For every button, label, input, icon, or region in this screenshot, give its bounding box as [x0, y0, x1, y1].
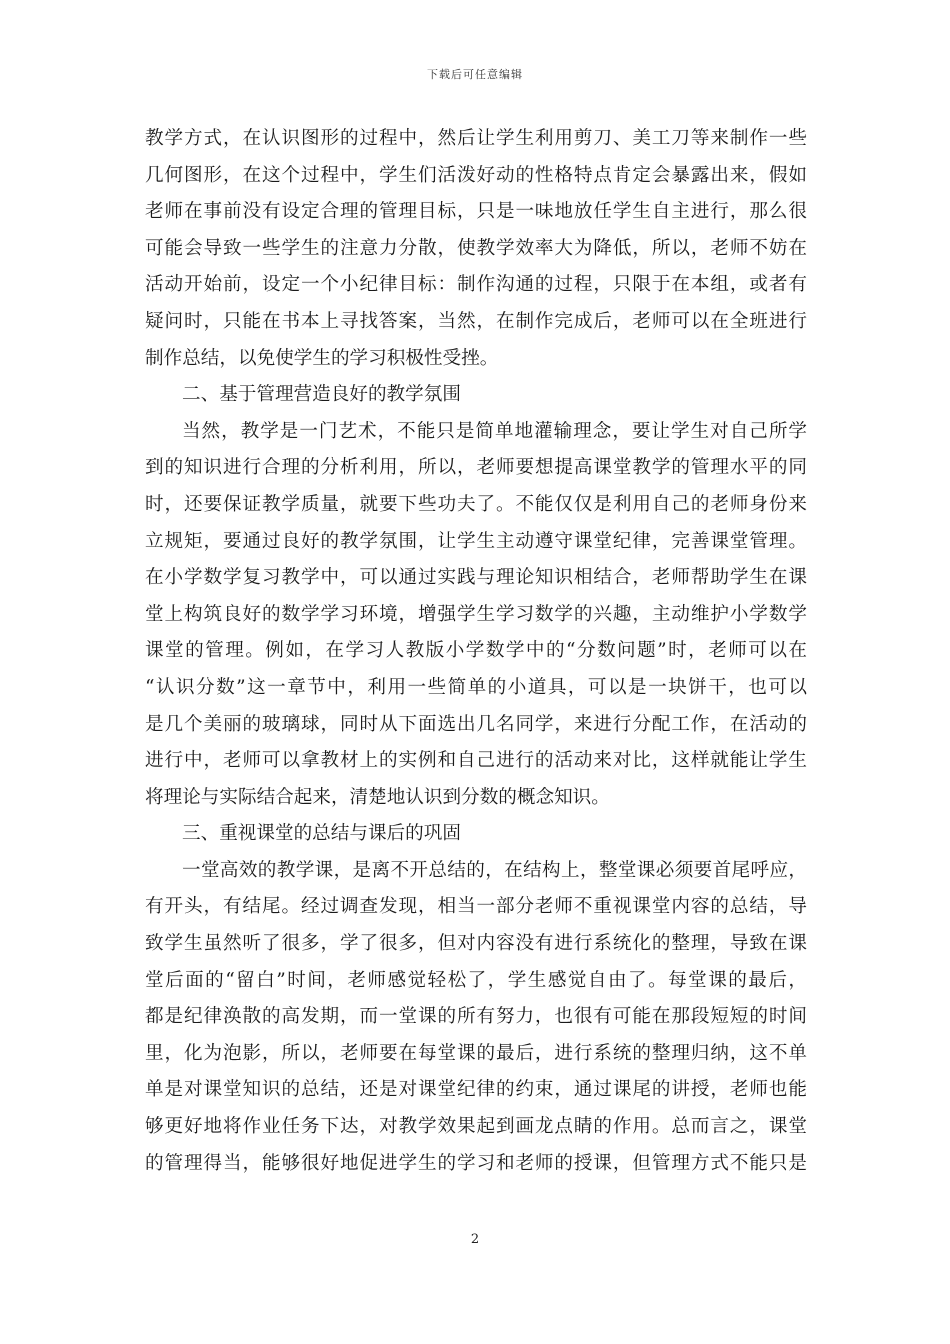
paragraph-line: 致学生虽然听了很多，学了很多，但对内容没有进行系统化的整理，导致在课: [145, 933, 807, 955]
page-header: 下载后可任意编辑: [427, 68, 523, 81]
paragraph-line: 堂后面的“留白”时间，老师感觉轻松了，学生感觉自由了。每堂课的最后，: [145, 969, 807, 991]
paragraph-line: 将理论与实际结合起来，清楚地认识到分数的概念知识。: [145, 786, 610, 808]
paragraph-line: 进行中，老师可以拿教材上的实例和自己进行的活动来对比，这样就能让学生: [145, 750, 807, 772]
paragraph-line: 到的知识进行合理的分析利用，所以，老师要想提高课堂教学的管理水平的同: [145, 457, 807, 479]
paragraph-line: 活动开始前，设定一个小纪律目标：制作沟通的过程，只限于在本组，或者有: [145, 274, 807, 296]
paragraph-line: “认识分数”这一章节中，利用一些简单的小道具，可以是一块饼干，也可以: [145, 676, 807, 698]
paragraph-line: 够更好地将作业任务下达，对教学效果起到画龙点睛的作用。总而言之，课堂: [145, 1116, 807, 1138]
section-heading: 二、基于管理营造良好的教学氛围: [182, 384, 461, 406]
paragraph-line: 可能会导致一些学生的注意力分散，使教学效率大为降低，所以，老师不妨在: [145, 237, 807, 259]
section-heading: 三、重视课堂的总结与课后的巩固: [182, 823, 461, 845]
paragraph-line: 制作总结，以免使学生的学习积极性受挫。: [145, 347, 499, 369]
paragraph-line: 的管理得当，能够很好地促进学生的学习和老师的授课，但管理方式不能只是: [145, 1152, 807, 1174]
paragraph-line: 当然，教学是一门艺术，不能只是简单地灌输理念，要让学生对自己所学: [182, 420, 807, 442]
paragraph-line: 堂上构筑良好的数学学习环境，增强学生学习数学的兴趣，主动维护小学数学: [145, 603, 807, 625]
paragraph-line: 几何图形，在这个过程中，学生们活泼好动的性格特点肯定会暴露出来，假如: [145, 164, 807, 186]
paragraph-line: 单是对课堂知识的总结，还是对课堂纪律的约束，通过课尾的讲授，老师也能: [145, 1079, 807, 1101]
paragraph-line: 时，还要保证教学质量，就要下些功夫了。不能仅仅是利用自己的老师身份来: [145, 493, 807, 515]
page-number: 2: [470, 1232, 480, 1247]
paragraph-line: 老师在事前没有设定合理的管理目标，只是一味地放任学生自主进行，那么很: [145, 201, 807, 223]
paragraph-line: 教学方式，在认识图形的过程中，然后让学生利用剪刀、美工刀等来制作一些: [145, 128, 807, 149]
document-body: [145, 121, 807, 1182]
paragraph-line: 立规矩，要通过良好的教学氛围，让学生主动遵守课堂纪律，完善课堂管理。: [145, 530, 807, 552]
paragraph-line: 有开头，有结尾。经过调查发现，相当一部分老师不重视课堂内容的总结，导: [145, 896, 807, 918]
paragraph-line: 在小学数学复习教学中，可以通过实践与理论知识相结合，老师帮助学生在课: [145, 567, 807, 589]
paragraph-line: 里，化为泡影，所以，老师要在每堂课的最后，进行系统的整理归纳，这不单: [145, 1042, 807, 1064]
paragraph-line: 疑问时，只能在书本上寻找答案，当然，在制作完成后，老师可以在全班进行: [145, 310, 807, 332]
paragraph-line: 是几个美丽的玻璃球，同时从下面选出几名同学，来进行分配工作，在活动的: [145, 713, 807, 735]
paragraph-line: 都是纪律涣散的高发期，而一堂课的所有努力，也很有可能在那段短短的时间: [145, 1006, 807, 1028]
paragraph-line: 课堂的管理。例如，在学习人教版小学数学中的“分数问题”时，老师可以在: [145, 640, 807, 662]
paragraph-line: 一堂高效的教学课，是离不开总结的，在结构上，整堂课必须要首尾呼应，: [182, 859, 807, 881]
